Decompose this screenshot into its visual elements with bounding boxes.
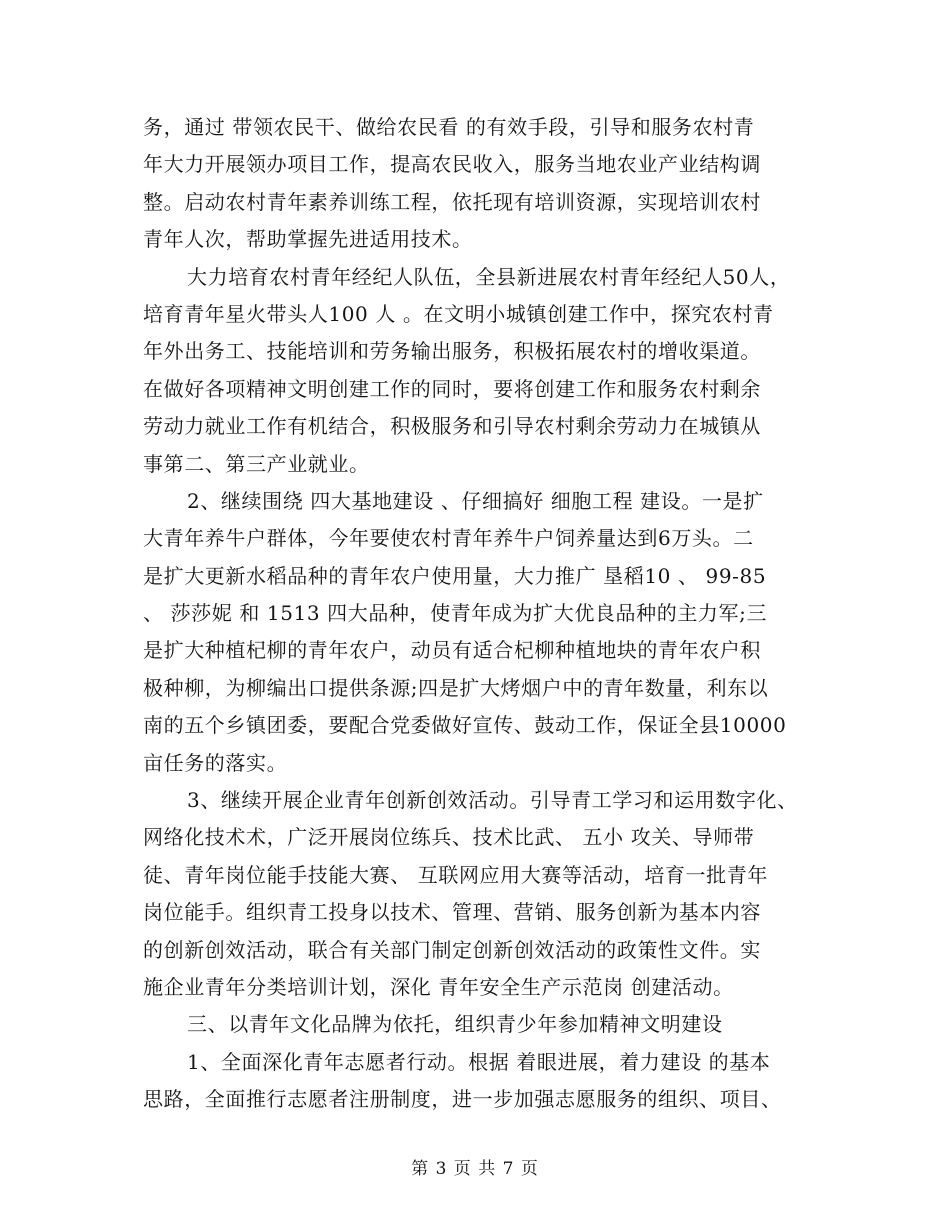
text-line: 网络化技术术，广泛开展岗位练兵、技术比武、 五小 攻关、导师带 [143,825,755,850]
text-line: 思路，全面推行志愿者注册制度，进一步加强志愿服务的组织、项目、 [143,1087,782,1112]
text-line: 极种柳，为柳编出口提供条源;四是扩大烤烟户中的青年数量，利东以 [143,675,769,700]
text-line: 的创新创效活动，联合有关部门制定创新创效活动的政策性文件。实 [143,937,761,962]
text-line: 大青年养牛户群体，今年要使农村青年养牛户饲养量达到6万头。二 [143,526,754,551]
paragraph-start-line: 2、继续围绕 四大基地建设 、仔细搞好 细胞工程 建设。一是扩 [187,488,764,513]
text-line: 亩任务的落实。 [143,750,288,775]
text-line: 是扩大种植杞柳的青年农户，动员有适合杞柳种植地块的青年农户积 [143,638,761,663]
text-line: 培育青年星火带头人100 人 。在文明小城镇创建工作中，探究农村青 [143,301,774,326]
text-line: 、 莎莎妮 和 1513 四大品种，使青年成为扩大优良品种的主力军;三 [143,601,768,626]
text-line: 施企业青年分类培训计划，深化 青年安全生产示范岗 创建活动。 [143,974,734,999]
paragraph-start-line: 大力培育农村青年经纪人队伍，全县新进展农村青年经纪人50人， [187,264,791,289]
paragraph-start-line: 1、全面深化青年志愿者行动。根据 着眼进展，着力建设 的基本 [187,1049,771,1074]
text-line: 劳动力就业工作有机结合，积极服务和引导农村剩余劳动力在城镇从 [143,414,761,439]
document-body [143,109,823,1119]
section-heading: 三、以青年文化品牌为依托，组织青少年参加精神文明建设 [187,1012,723,1037]
text-line: 年外出务工、技能培训和劳务输出服务，积极拓展农村的增收渠道。 [143,339,761,364]
paragraph-start-line: 3、继续开展企业青年创新创效活动。引导青工学习和运用数字化、 [187,788,798,813]
text-line: 徒、青年岗位能手技能大赛、 互联网应用大赛等活动，培育一批青年 [143,862,768,887]
text-line: 年大力开展领办项目工作，提高农民收入，服务当地农业产业结构调 [143,152,761,177]
text-line: 在做好各项精神文明创建工作的同时，要将创建工作和服务农村剩余 [143,376,761,401]
text-line: 岗位能手。组织青工投身以技术、管理、营销、服务创新为基本内容 [143,900,761,925]
text-line: 青年人次，帮助掌握先进适用技术。 [143,227,473,252]
text-line: 是扩大更新水稻品种的青年农户使用量，大力推广 垦稻10 、 99-85 [143,563,767,588]
text-line: 整。启动农村青年素养训练工程，依托现有培训资源，实现培训农村 [143,189,761,214]
text-line: 事第二、第三产业就业。 [143,451,370,476]
page-number-footer: 第 3 页 共 7 页 [411,1159,539,1179]
text-line: 务，通过 带领农民干、做给农民看 的有效手段，引导和服务农村青 [143,115,755,139]
text-line: 南的五个乡镇团委，要配合党委做好宣传、鼓动工作，保证全县10000 [143,713,787,738]
